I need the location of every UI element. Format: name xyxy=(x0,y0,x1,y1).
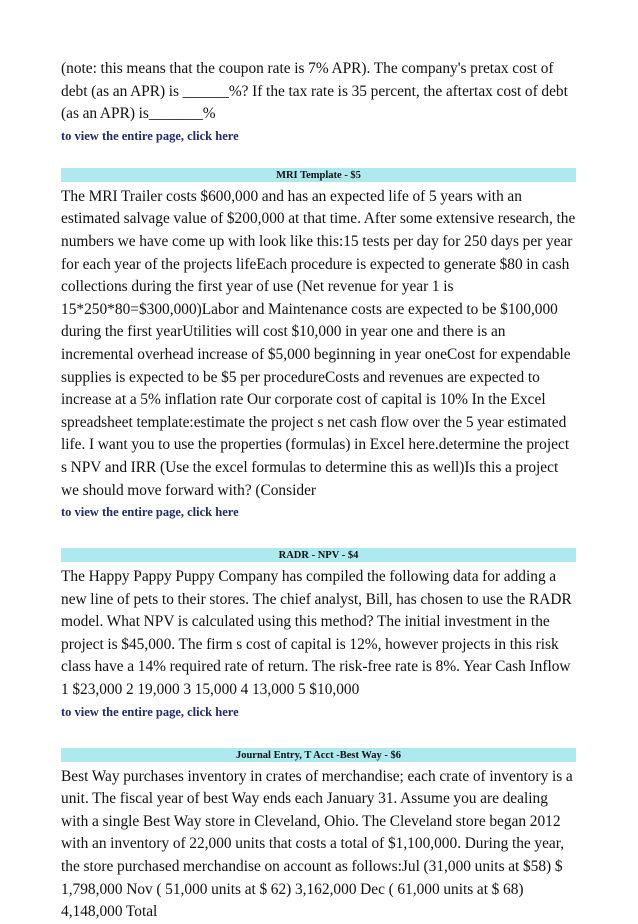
section-title-band: RADR - NPV - $4 xyxy=(61,548,576,562)
document-page xyxy=(61,58,576,924)
section-body: The Happy Pappy Puppy Company has compiled the following data for adding a new line of pets to their stores. The chief analyst, Bill, has chosen to use the RADR model. What NPV is calculated using this method? The initial investment in the project is $45,000. The firm s cost of capital is 12%, however projects in this risk class have a 14% required rate of return. The risk-free rate is 8%. Year Cash Inflow 1 $23,000 2 19,000 3 15,000 4 13,000 5 $10,000 xyxy=(61,568,572,699)
section-journal-entry xyxy=(61,748,576,924)
section-body: Best Way purchases inventory in crates of merchandise; each crate of inventory is a unit. The fiscal year of best Way ends each January 31. Assume you are dealing with a single Best Way store in Cleveland, Ohio. The Cleveland store began 2012 with an inventory of 22,000 units that costs a total of $1,100,000. During the year, the store purchased merchandise on account as follows:Jul (31,000 units at $58) $ 1,798,000 Nov ( 51,000 units at $ 62) 3,162,000 Dec ( 61,000 units at $ 68) 4,148,000 Total xyxy=(61,767,573,921)
section-body: (note: this means that the coupon rate is 7% APR). The company's pretax cost of debt (as an APR) is ______%? If the tax rate is 35 percent, the aftertax cost of debt (as an APR) is_______% xyxy=(61,60,568,123)
view-entire-page-link[interactable]: to view the entire page, click here xyxy=(61,704,239,719)
section-title-band: MRI Template - $5 xyxy=(61,168,576,182)
view-entire-page-link[interactable]: to view the entire page, click here xyxy=(61,128,239,143)
section-continuation xyxy=(61,58,576,145)
section-body: The MRI Trailer costs $600,000 and has an expected life of 5 years with an estimated salvage value of $200,000 at that time. After some extensive research, the numbers we have come up with look like this:15 tests per day for 250 days per year for each year of the projects lifeEach procedure is expected to generate $80 in cash collections during the first year of use (Net revenue for year 1 is 15*250*80=$300,000)Labor and Maintenance costs are expected to be $100,000 during the first yearUtilities will cost $10,000 in year one and there is an incremental overhead increase of $5,000 beginning in year oneCost for expendable supplies is expected to be $5 per procedureCosts and revenues are expected to increase at a 5% inflation rate Our corporate cost of capital is 10% In the Excel spreadsheet template:estimate the project s net cash flow over the 5 year estimated life. I want you to use the properties (formulas) in Excel here.determine the project s NPV and IRR (Use the excel formulas to determine this as well)Is this a project we should move forward with? (Consider xyxy=(61,187,576,499)
view-entire-page-link[interactable]: to view the entire page, click here xyxy=(61,505,239,520)
section-mri-template xyxy=(61,168,576,521)
section-radr-npv xyxy=(61,548,576,721)
section-title-band: Journal Entry, T Acct -Best Way - $6 xyxy=(61,748,576,762)
